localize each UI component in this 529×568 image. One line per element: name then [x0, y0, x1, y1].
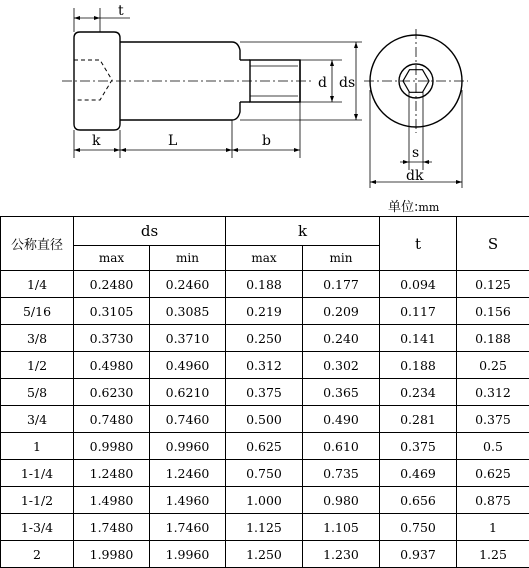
cell-t: 0.188: [380, 352, 457, 379]
cell-size: 1: [1, 433, 74, 460]
table-row: [1, 379, 529, 406]
cell-t: 0.094: [380, 271, 457, 298]
cell-size: 3/4: [1, 406, 74, 433]
cell-size: 1-3/4: [1, 514, 74, 541]
cell-t: 0.141: [380, 325, 457, 352]
table-row: [1, 406, 529, 433]
cell-s: 0.312: [457, 379, 529, 406]
cell-ds-min: 0.3085: [150, 298, 226, 325]
cell-size: 3/8: [1, 325, 74, 352]
label-L: L: [168, 133, 178, 149]
cell-ds-min: 1.2460: [150, 460, 226, 487]
cell-ds-min: 0.2460: [150, 271, 226, 298]
cell-k-min: 0.177: [303, 271, 380, 298]
cell-k-max: 1.125: [226, 514, 303, 541]
cell-size: 2: [1, 541, 74, 568]
table-row: [1, 514, 529, 541]
label-k: k: [92, 133, 101, 149]
cell-k-min: 0.240: [303, 325, 380, 352]
cell-ds-min: 0.6210: [150, 379, 226, 406]
table-row: [1, 433, 529, 460]
cell-k-max: 0.500: [226, 406, 303, 433]
cell-ds-max: 0.9980: [74, 433, 150, 460]
cell-t: 0.469: [380, 460, 457, 487]
header-ds-min: min: [150, 246, 226, 271]
cell-s: 1: [457, 514, 529, 541]
cell-t: 0.234: [380, 379, 457, 406]
cell-ds-max: 1.4980: [74, 487, 150, 514]
cell-ds-max: 0.7480: [74, 406, 150, 433]
cell-size: 1/2: [1, 352, 74, 379]
dimension-table: [0, 216, 529, 568]
cell-s: 0.156: [457, 298, 529, 325]
cell-ds-min: 0.9960: [150, 433, 226, 460]
cell-s: 0.5: [457, 433, 529, 460]
label-dk: dk: [406, 168, 424, 184]
cell-k-max: 0.250: [226, 325, 303, 352]
cell-k-max: 1.250: [226, 541, 303, 568]
table-row: [1, 352, 529, 379]
cell-t: 0.375: [380, 433, 457, 460]
label-s: s: [412, 145, 420, 161]
table-row: [1, 271, 529, 298]
cell-k-min: 0.302: [303, 352, 380, 379]
cell-k-min: 0.209: [303, 298, 380, 325]
cell-k-min: 0.365: [303, 379, 380, 406]
cell-k-max: 0.750: [226, 460, 303, 487]
header-k: k: [226, 217, 380, 246]
cell-k-max: 1.000: [226, 487, 303, 514]
label-t: t: [118, 3, 124, 19]
cell-t: 0.281: [380, 406, 457, 433]
cell-ds-max: 0.2480: [74, 271, 150, 298]
cell-s: 1.25: [457, 541, 529, 568]
cell-k-min: 1.230: [303, 541, 380, 568]
cell-k-min: 0.490: [303, 406, 380, 433]
cell-t: 0.937: [380, 541, 457, 568]
header-ds-max: max: [74, 246, 150, 271]
cell-k-max: 0.375: [226, 379, 303, 406]
cell-ds-min: 1.7460: [150, 514, 226, 541]
cell-ds-min: 1.4960: [150, 487, 226, 514]
cell-s: 0.875: [457, 487, 529, 514]
cell-ds-max: 0.4980: [74, 352, 150, 379]
unit-value: mm: [418, 201, 440, 214]
header-k-max: max: [226, 246, 303, 271]
label-ds: ds: [339, 75, 356, 91]
cell-size: 5/8: [1, 379, 74, 406]
cell-ds-min: 0.3710: [150, 325, 226, 352]
cell-k-min: 0.610: [303, 433, 380, 460]
unit-note: [388, 196, 439, 215]
cell-k-min: 0.735: [303, 460, 380, 487]
screw-drawing: [0, 0, 529, 216]
cell-s: 0.125: [457, 271, 529, 298]
cell-t: 0.750: [380, 514, 457, 541]
cell-size: 1-1/2: [1, 487, 74, 514]
cell-k-max: 0.625: [226, 433, 303, 460]
cell-s: 0.188: [457, 325, 529, 352]
cell-k-min: 1.105: [303, 514, 380, 541]
cell-ds-min: 0.7460: [150, 406, 226, 433]
cell-k-max: 0.188: [226, 271, 303, 298]
cell-ds-max: 1.7480: [74, 514, 150, 541]
table-row: [1, 541, 529, 568]
table-row: [1, 298, 529, 325]
cell-ds-min: 0.4960: [150, 352, 226, 379]
cell-ds-max: 0.3105: [74, 298, 150, 325]
table-row: [1, 487, 529, 514]
cell-t: 0.656: [380, 487, 457, 514]
table-row: [1, 325, 529, 352]
header-t: t: [380, 217, 457, 271]
label-b: b: [262, 133, 271, 149]
cell-s: 0.375: [457, 406, 529, 433]
cell-size: 1-1/4: [1, 460, 74, 487]
cell-s: 0.625: [457, 460, 529, 487]
cell-k-max: 0.219: [226, 298, 303, 325]
cell-k-min: 0.980: [303, 487, 380, 514]
cell-ds-max: 1.2480: [74, 460, 150, 487]
cell-ds-max: 1.9980: [74, 541, 150, 568]
cell-ds-max: 0.3730: [74, 325, 150, 352]
cell-size: 1/4: [1, 271, 74, 298]
cell-s: 0.25: [457, 352, 529, 379]
header-s: S: [457, 217, 529, 271]
label-d: d: [318, 75, 327, 91]
table-row: [1, 460, 529, 487]
unit-prefix: 单位:: [388, 200, 419, 215]
header-k-min: min: [303, 246, 380, 271]
cell-k-max: 0.312: [226, 352, 303, 379]
header-nominal: 公称直径: [1, 217, 74, 271]
cell-size: 5/16: [1, 298, 74, 325]
cell-t: 0.117: [380, 298, 457, 325]
cell-ds-min: 1.9960: [150, 541, 226, 568]
header-ds: ds: [74, 217, 226, 246]
cell-ds-max: 0.6230: [74, 379, 150, 406]
